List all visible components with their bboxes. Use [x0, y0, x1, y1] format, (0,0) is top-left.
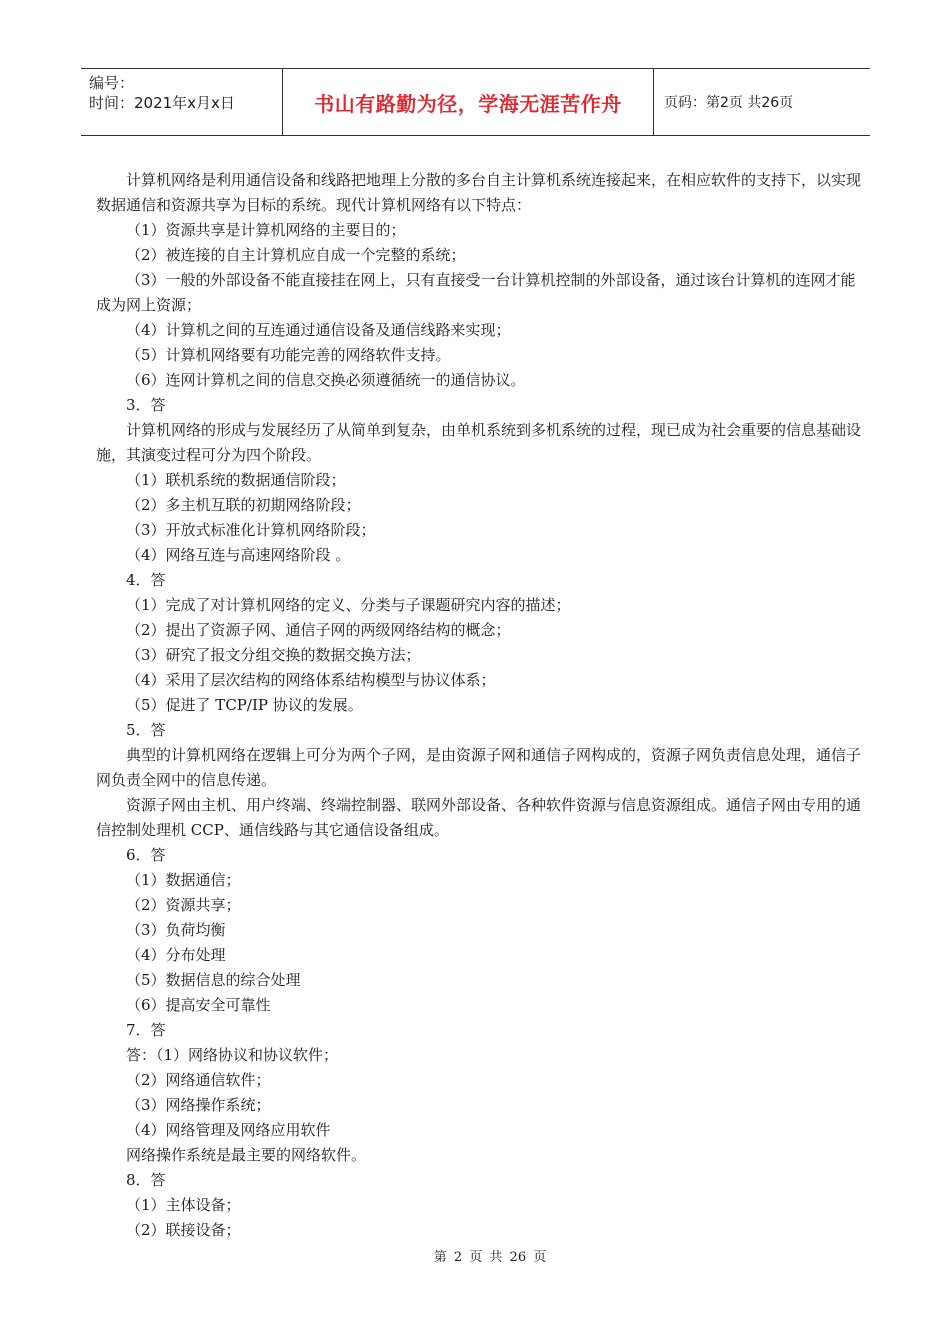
list-item: （2）被连接的自主计算机应自成一个完整的系统； — [126, 246, 466, 264]
answer-heading: 3．答 — [126, 396, 166, 414]
list-item: （3）一般的外部设备不能直接挂在网上，只有直接受一台计算机控制的外部设备，通过该台计算机的连网才能成为网上资源； — [96, 271, 856, 314]
list-item: （4）分布处理 — [126, 946, 226, 964]
paragraph: 计算机网络是利用通信设备和线路把地理上分散的多台自主计算机系统连接起来，在相应软件的支持下，以实现数据通信和资源共享为目标的系统。现代计算机网络有以下特点： — [96, 171, 862, 214]
list-item: （4）网络管理及网络应用软件 — [126, 1121, 331, 1139]
list-item: （3）开放式标准化计算机网络阶段； — [126, 521, 376, 539]
list-item: 答：（1）网络协议和协议软件； — [126, 1046, 339, 1064]
list-item: （3）研究了报文分组交换的数据交换方法； — [126, 646, 421, 664]
answer-heading: 7．答 — [126, 1021, 166, 1039]
paragraph: 典型的计算机网络在逻辑上可分为两个子网，是由资源子网和通信子网构成的，资源子网负责信息处理，通信子网负责全网中的信息传递。 — [96, 746, 862, 789]
list-item: （5）促进了 TCP/IP 协议的发展。 — [126, 696, 363, 714]
list-item: （4）采用了层次结构的网络体系结构模型与协议体系； — [126, 671, 496, 689]
paragraph: 计算机网络的形成与发展经历了从简单到复杂，由单机系统到多机系统的过程，现已成为社会重要的信息基础设施，其演变过程可分为四个阶段。 — [96, 421, 862, 464]
list-item: （5）数据信息的综合处理 — [126, 971, 301, 989]
answer-heading: 5．答 — [126, 721, 166, 739]
number-label: 编号： — [89, 74, 135, 92]
paragraph: 网络操作系统是最主要的网络软件。 — [126, 1146, 367, 1164]
motto: 书山有路勤为径，学海无涯苦作舟 — [314, 91, 622, 116]
page-footer: 第 2 页 共 26 页 — [433, 1250, 547, 1265]
paragraph: 资源子网由主机、用户终端、终端控制器、联网外部设备、各种软件资源与信息资源组成。通信子网由专用的通信控制处理机 CCP、通信线路与其它通信设备组成。 — [96, 796, 862, 839]
list-item: （1）主体设备； — [126, 1196, 241, 1214]
list-item: （6）提高安全可靠性 — [126, 996, 271, 1014]
list-item: （1）资源共享是计算机网络的主要目的； — [126, 221, 406, 239]
list-item: （1）完成了对计算机网络的定义、分类与子课题研究内容的描述； — [126, 596, 571, 614]
list-item: （3）网络操作系统； — [126, 1096, 271, 1114]
document-body — [96, 168, 866, 1243]
header-meta — [81, 69, 283, 135]
list-item: （1）数据通信； — [126, 871, 241, 889]
document-header — [81, 68, 870, 136]
list-item: （2）多主机互联的初期网络阶段； — [126, 496, 361, 514]
list-item: （6）连网计算机之间的信息交换必须遵循统一的通信协议。 — [126, 371, 526, 389]
list-item: （4）网络互连与高速网络阶段 。 — [126, 546, 351, 564]
time-label: 时间：2021年x月x日 — [89, 94, 235, 112]
list-item: （2）联接设备； — [126, 1221, 241, 1239]
list-item: （2）资源共享； — [126, 896, 241, 914]
list-item: （1）联机系统的数据通信阶段； — [126, 471, 346, 489]
list-item: （5）计算机网络要有功能完善的网络软件支持。 — [126, 346, 451, 364]
header-motto-cell — [283, 69, 654, 135]
list-item: （3）负荷均衡 — [126, 921, 226, 939]
list-item: （2）提出了资源子网、通信子网的两级网络结构的概念； — [126, 621, 511, 639]
list-item: （2）网络通信软件； — [126, 1071, 271, 1089]
header-page-cell — [654, 69, 870, 135]
page-label: 页码：第2页 共26页 — [664, 95, 794, 111]
answer-heading: 6．答 — [126, 846, 166, 864]
answer-heading: 8．答 — [126, 1171, 166, 1189]
answer-heading: 4．答 — [126, 571, 166, 589]
list-item: （4）计算机之间的互连通过通信设备及通信线路来实现； — [126, 321, 511, 339]
